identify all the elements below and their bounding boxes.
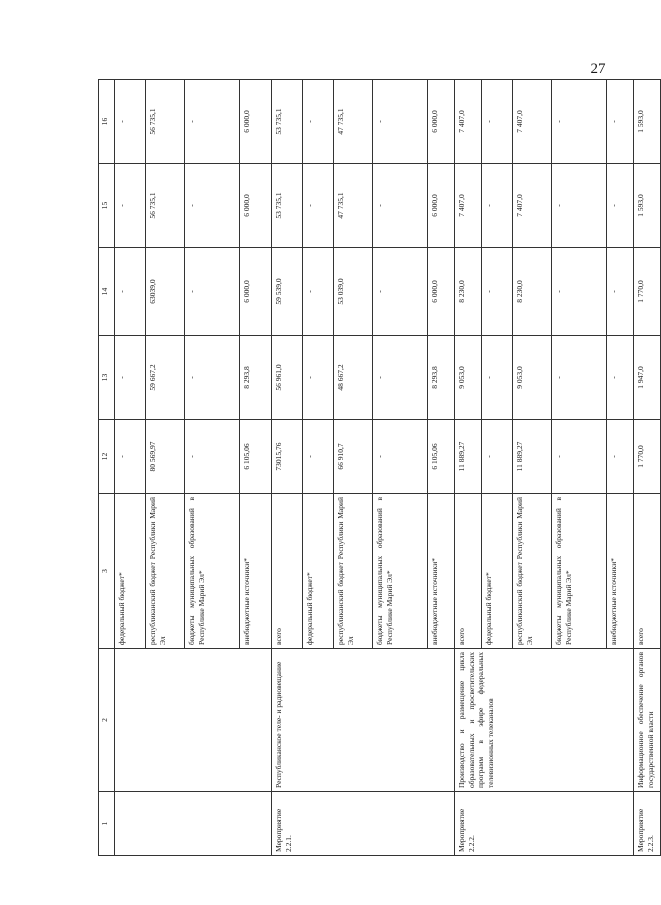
value-cell-col-16: - xyxy=(185,80,240,164)
table-row xyxy=(455,80,482,856)
value-cell-col-13: 1 947,0 xyxy=(634,336,661,420)
value-cell-col-12: - xyxy=(373,420,428,494)
value-cell-col-16: 6 000,0 xyxy=(240,80,272,164)
table-row xyxy=(272,80,303,856)
funding-source-cell: всего xyxy=(634,494,661,649)
value-cell-col-13: - xyxy=(115,336,146,420)
value-cell-col-14: - xyxy=(373,248,428,336)
table-header-row xyxy=(99,80,115,856)
value-cell-col-16: - xyxy=(607,80,634,164)
funding-source-cell: бюджеты муниципальных образований в Республике Марий Эл* xyxy=(552,494,607,649)
value-cell-col-16: 1 593,0 xyxy=(634,80,661,164)
value-cell-col-14: 8 230,0 xyxy=(455,248,482,336)
funding-source-cell: внебюджетные источники* xyxy=(607,494,634,649)
value-cell-col-12: - xyxy=(552,420,607,494)
value-cell-col-13: - xyxy=(482,336,513,420)
value-cell-col-14: - xyxy=(607,248,634,336)
value-cell-col-14: 6 000,0 xyxy=(428,248,455,336)
value-cell-col-15: - xyxy=(482,164,513,248)
value-cell-col-14: 8 230,0 xyxy=(513,248,552,336)
activity-name-cell: Республиканское теле- и радиовещание xyxy=(272,649,455,792)
funding-source-cell: внебюджетные источники* xyxy=(240,494,272,649)
value-cell-col-15: 6 000,0 xyxy=(240,164,272,248)
value-cell-col-14: - xyxy=(482,248,513,336)
value-cell-col-12: 80 569,97 xyxy=(146,420,185,494)
activity-cell xyxy=(115,792,272,856)
value-cell-col-12: - xyxy=(115,420,146,494)
funding-source-cell: республиканский бюджет Республики Марий Эл xyxy=(334,494,373,649)
value-cell-col-16: 6 000,0 xyxy=(428,80,455,164)
table-row xyxy=(115,80,146,856)
value-cell-col-12: 66 910,7 xyxy=(334,420,373,494)
value-cell-col-13: 8 293,8 xyxy=(428,336,455,420)
funding-source-cell: республиканский бюджет Республики Марий Эл xyxy=(513,494,552,649)
table-row xyxy=(634,80,661,856)
value-cell-col-15: 7 407,0 xyxy=(513,164,552,248)
value-cell-col-12: - xyxy=(607,420,634,494)
funding-source-cell: бюджеты муниципальных образований в Республике Марий Эл* xyxy=(185,494,240,649)
value-cell-col-12: - xyxy=(185,420,240,494)
value-cell-col-15: - xyxy=(115,164,146,248)
value-cell-col-12: 6 105,06 xyxy=(240,420,272,494)
activity-cell: Мероприятие 2.2.1. xyxy=(272,792,455,856)
value-cell-col-14: - xyxy=(303,248,334,336)
funding-source-cell: федеральный бюджет* xyxy=(482,494,513,649)
header-cell-col-3: 3 xyxy=(99,494,115,649)
value-cell-col-15: - xyxy=(607,164,634,248)
header-cell-col-16: 16 xyxy=(99,80,115,164)
value-cell-col-15: - xyxy=(552,164,607,248)
value-cell-col-16: - xyxy=(373,80,428,164)
value-cell-col-14: 59 539,0 xyxy=(272,248,303,336)
value-cell-col-13: 8 293,8 xyxy=(240,336,272,420)
value-cell-col-12: 11 889,27 xyxy=(455,420,482,494)
value-cell-col-12: 1 770,0 xyxy=(634,420,661,494)
value-cell-col-12: 6 105,06 xyxy=(428,420,455,494)
header-cell-col-15: 15 xyxy=(99,164,115,248)
value-cell-col-16: - xyxy=(482,80,513,164)
value-cell-col-12: 73015,76 xyxy=(272,420,303,494)
value-cell-col-15: 1 593,0 xyxy=(634,164,661,248)
value-cell-col-16: 47 735,1 xyxy=(334,80,373,164)
value-cell-col-14: - xyxy=(552,248,607,336)
value-cell-col-13: - xyxy=(185,336,240,420)
value-cell-col-14: 6 000,0 xyxy=(240,248,272,336)
activity-name-cell: Производство и размещение цикла образовательных и просветительских программ в эфире федеральных телевизионных телеканалов xyxy=(455,649,634,792)
value-cell-col-14: 63039,0 xyxy=(146,248,185,336)
value-cell-col-15: 47 735,1 xyxy=(334,164,373,248)
funding-source-cell: всего xyxy=(272,494,303,649)
value-cell-col-15: - xyxy=(185,164,240,248)
value-cell-col-13: - xyxy=(607,336,634,420)
value-cell-col-13: - xyxy=(373,336,428,420)
value-cell-col-16: - xyxy=(115,80,146,164)
value-cell-col-13: 9 053,0 xyxy=(513,336,552,420)
activity-name-cell xyxy=(115,649,272,792)
funding-source-cell: федеральный бюджет* xyxy=(115,494,146,649)
value-cell-col-16: 53 735,1 xyxy=(272,80,303,164)
value-cell-col-16: - xyxy=(303,80,334,164)
value-cell-col-16: 7 407,0 xyxy=(455,80,482,164)
header-cell-col-2: 2 xyxy=(99,649,115,792)
funding-source-cell: внебюджетные источники* xyxy=(428,494,455,649)
funding-source-cell: всего xyxy=(455,494,482,649)
value-cell-col-15: 53 735,1 xyxy=(272,164,303,248)
value-cell-col-16: 7 407,0 xyxy=(513,80,552,164)
value-cell-col-15: - xyxy=(303,164,334,248)
value-cell-col-15: - xyxy=(373,164,428,248)
value-cell-col-13: 9 053,0 xyxy=(455,336,482,420)
activity-cell: Мероприятие 2.2.2. xyxy=(455,792,634,856)
value-cell-col-13: 48 667,2 xyxy=(334,336,373,420)
value-cell-col-16: - xyxy=(552,80,607,164)
value-cell-col-13: - xyxy=(303,336,334,420)
value-cell-col-13: 59 667,2 xyxy=(146,336,185,420)
funding-source-cell: республиканский бюджет Республики Марий Эл xyxy=(146,494,185,649)
value-cell-col-15: 7 407,0 xyxy=(455,164,482,248)
header-cell-col-1: 1 xyxy=(99,792,115,856)
value-cell-col-14: - xyxy=(115,248,146,336)
header-cell-col-13: 13 xyxy=(99,336,115,420)
budget-table xyxy=(98,79,661,856)
funding-source-cell: федеральный бюджет* xyxy=(303,494,334,649)
value-cell-col-14: 1 770,0 xyxy=(634,248,661,336)
activity-name-cell: Информационное обеспечение органов государственной власти xyxy=(634,649,661,792)
header-cell-col-14: 14 xyxy=(99,248,115,336)
page-number: 27 xyxy=(590,61,606,77)
activity-cell: Мероприятие 2.2.3. xyxy=(634,792,661,856)
value-cell-col-12: 11 889,27 xyxy=(513,420,552,494)
value-cell-col-13: - xyxy=(552,336,607,420)
value-cell-col-14: 53 039,0 xyxy=(334,248,373,336)
value-cell-col-12: - xyxy=(303,420,334,494)
header-cell-col-12: 12 xyxy=(99,420,115,494)
funding-source-cell: бюджеты муниципальных образований в Республике Марий Эл* xyxy=(373,494,428,649)
value-cell-col-15: 6 000,0 xyxy=(428,164,455,248)
value-cell-col-12: - xyxy=(482,420,513,494)
value-cell-col-16: 56 735,1 xyxy=(146,80,185,164)
value-cell-col-15: 56 735,1 xyxy=(146,164,185,248)
value-cell-col-14: - xyxy=(185,248,240,336)
value-cell-col-13: 56 961,0 xyxy=(272,336,303,420)
